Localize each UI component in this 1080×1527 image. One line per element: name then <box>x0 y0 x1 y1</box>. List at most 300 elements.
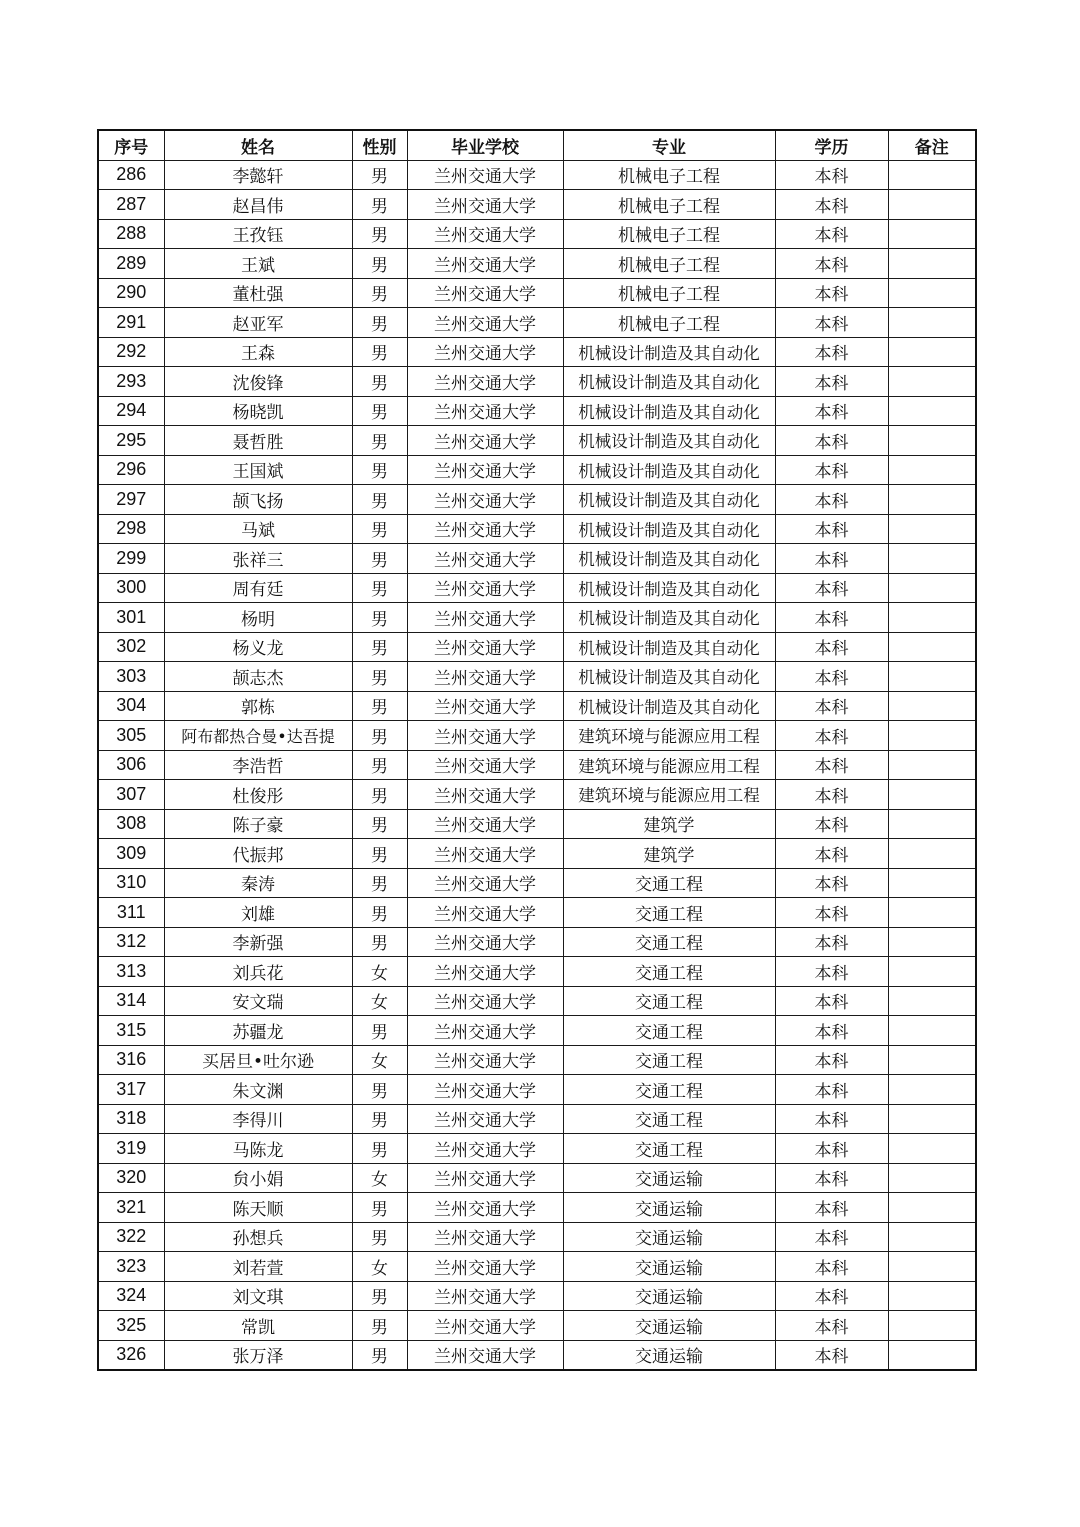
cell-school: 兰州交通大学 <box>407 278 563 308</box>
cell-major: 交通运输 <box>563 1311 775 1341</box>
table-row <box>98 1252 976 1282</box>
cell-gender: 男 <box>352 396 407 426</box>
cell-degree: 本科 <box>775 160 888 190</box>
cell-no: 312 <box>98 927 164 957</box>
table-row <box>98 1311 976 1341</box>
cell-note <box>888 809 976 839</box>
table-row <box>98 780 976 810</box>
table-row <box>98 1016 976 1046</box>
cell-gender: 男 <box>352 691 407 721</box>
cell-no: 298 <box>98 514 164 544</box>
cell-gender: 男 <box>352 809 407 839</box>
cell-no: 294 <box>98 396 164 426</box>
cell-note <box>888 396 976 426</box>
cell-gender: 男 <box>352 337 407 367</box>
cell-degree: 本科 <box>775 219 888 249</box>
cell-no: 320 <box>98 1163 164 1193</box>
cell-no: 317 <box>98 1075 164 1105</box>
cell-no: 296 <box>98 455 164 485</box>
cell-note <box>888 426 976 456</box>
cell-name: 王孜钰 <box>164 219 352 249</box>
table-row <box>98 1104 976 1134</box>
cell-degree: 本科 <box>775 249 888 279</box>
cell-degree: 本科 <box>775 544 888 574</box>
cell-name: 陈子豪 <box>164 809 352 839</box>
cell-school: 兰州交通大学 <box>407 219 563 249</box>
cell-note <box>888 1281 976 1311</box>
cell-name: 颉志杰 <box>164 662 352 692</box>
cell-school: 兰州交通大学 <box>407 839 563 869</box>
cell-note <box>888 1193 976 1223</box>
cell-name: 买居旦•吐尔逊 <box>164 1045 352 1075</box>
cell-major: 交通运输 <box>563 1193 775 1223</box>
cell-school: 兰州交通大学 <box>407 868 563 898</box>
cell-name: 杜俊彤 <box>164 780 352 810</box>
cell-note <box>888 514 976 544</box>
cell-gender: 男 <box>352 1311 407 1341</box>
cell-school: 兰州交通大学 <box>407 1281 563 1311</box>
cell-gender: 男 <box>352 839 407 869</box>
cell-no: 308 <box>98 809 164 839</box>
cell-name: 董杜强 <box>164 278 352 308</box>
cell-name: 李新强 <box>164 927 352 957</box>
cell-gender: 男 <box>352 780 407 810</box>
cell-gender: 男 <box>352 455 407 485</box>
cell-school: 兰州交通大学 <box>407 190 563 220</box>
cell-gender: 男 <box>352 1075 407 1105</box>
cell-degree: 本科 <box>775 396 888 426</box>
cell-major: 交通工程 <box>563 1134 775 1164</box>
table-row <box>98 1222 976 1252</box>
cell-school: 兰州交通大学 <box>407 1134 563 1164</box>
cell-major: 机械设计制造及其自动化 <box>563 396 775 426</box>
cell-gender: 男 <box>352 1016 407 1046</box>
cell-school: 兰州交通大学 <box>407 927 563 957</box>
table-row <box>98 1340 976 1370</box>
cell-no: 303 <box>98 662 164 692</box>
cell-no: 300 <box>98 573 164 603</box>
cell-school: 兰州交通大学 <box>407 1340 563 1370</box>
cell-note <box>888 573 976 603</box>
cell-major: 建筑环境与能源应用工程 <box>563 721 775 751</box>
cell-major: 机械电子工程 <box>563 278 775 308</box>
cell-note <box>888 485 976 515</box>
cell-no: 311 <box>98 898 164 928</box>
cell-no: 292 <box>98 337 164 367</box>
cell-name: 张祥三 <box>164 544 352 574</box>
cell-name: 颉飞扬 <box>164 485 352 515</box>
table-row <box>98 426 976 456</box>
header-gender: 性别 <box>352 130 407 160</box>
cell-name: 李浩哲 <box>164 750 352 780</box>
cell-degree: 本科 <box>775 927 888 957</box>
cell-major: 机械设计制造及其自动化 <box>563 426 775 456</box>
header-note: 备注 <box>888 130 976 160</box>
cell-gender: 女 <box>352 1045 407 1075</box>
table-header <box>98 130 976 160</box>
cell-major: 机械设计制造及其自动化 <box>563 337 775 367</box>
cell-major: 交通运输 <box>563 1252 775 1282</box>
cell-major: 机械电子工程 <box>563 249 775 279</box>
cell-school: 兰州交通大学 <box>407 1163 563 1193</box>
cell-school: 兰州交通大学 <box>407 249 563 279</box>
table-row <box>98 662 976 692</box>
cell-gender: 男 <box>352 632 407 662</box>
header-major: 专业 <box>563 130 775 160</box>
cell-degree: 本科 <box>775 514 888 544</box>
cell-name: 聂哲胜 <box>164 426 352 456</box>
cell-major: 交通运输 <box>563 1340 775 1370</box>
table-row <box>98 721 976 751</box>
cell-school: 兰州交通大学 <box>407 662 563 692</box>
cell-school: 兰州交通大学 <box>407 1045 563 1075</box>
cell-school: 兰州交通大学 <box>407 1222 563 1252</box>
cell-degree: 本科 <box>775 190 888 220</box>
cell-note <box>888 1340 976 1370</box>
cell-name: 赵昌伟 <box>164 190 352 220</box>
cell-name: 张万泽 <box>164 1340 352 1370</box>
cell-note <box>888 278 976 308</box>
cell-degree: 本科 <box>775 839 888 869</box>
table-row <box>98 219 976 249</box>
cell-gender: 男 <box>352 662 407 692</box>
cell-gender: 男 <box>352 544 407 574</box>
cell-note <box>888 780 976 810</box>
cell-degree: 本科 <box>775 868 888 898</box>
cell-name: 王斌 <box>164 249 352 279</box>
cell-school: 兰州交通大学 <box>407 1252 563 1282</box>
cell-no: 318 <box>98 1104 164 1134</box>
table-row <box>98 603 976 633</box>
cell-note <box>888 455 976 485</box>
cell-major: 建筑学 <box>563 809 775 839</box>
table-row <box>98 308 976 338</box>
cell-note <box>888 927 976 957</box>
cell-school: 兰州交通大学 <box>407 721 563 751</box>
cell-note <box>888 721 976 751</box>
cell-note <box>888 1104 976 1134</box>
cell-gender: 男 <box>352 1104 407 1134</box>
cell-major: 机械设计制造及其自动化 <box>563 603 775 633</box>
cell-major: 机械设计制造及其自动化 <box>563 485 775 515</box>
header-degree: 学历 <box>775 130 888 160</box>
cell-school: 兰州交通大学 <box>407 396 563 426</box>
cell-school: 兰州交通大学 <box>407 691 563 721</box>
cell-note <box>888 603 976 633</box>
cell-note <box>888 1075 976 1105</box>
cell-gender: 男 <box>352 1193 407 1223</box>
cell-no: 297 <box>98 485 164 515</box>
table-row <box>98 249 976 279</box>
table-row <box>98 898 976 928</box>
cell-note <box>888 160 976 190</box>
cell-no: 291 <box>98 308 164 338</box>
cell-name: 沈俊锋 <box>164 367 352 397</box>
cell-school: 兰州交通大学 <box>407 1311 563 1341</box>
table-row <box>98 1134 976 1164</box>
table-row <box>98 337 976 367</box>
cell-name: 马陈龙 <box>164 1134 352 1164</box>
cell-name: 阿布都热合曼•达吾提 <box>164 721 352 751</box>
cell-degree: 本科 <box>775 986 888 1016</box>
cell-degree: 本科 <box>775 957 888 987</box>
table-row <box>98 1075 976 1105</box>
cell-major: 交通运输 <box>563 1281 775 1311</box>
cell-major: 机械设计制造及其自动化 <box>563 632 775 662</box>
cell-name: 杨义龙 <box>164 632 352 662</box>
cell-gender: 男 <box>352 1222 407 1252</box>
table-row <box>98 1281 976 1311</box>
cell-degree: 本科 <box>775 1045 888 1075</box>
cell-note <box>888 219 976 249</box>
cell-note <box>888 190 976 220</box>
cell-no: 306 <box>98 750 164 780</box>
cell-note <box>888 1045 976 1075</box>
cell-school: 兰州交通大学 <box>407 1075 563 1105</box>
cell-name: 郭栋 <box>164 691 352 721</box>
cell-note <box>888 337 976 367</box>
cell-no: 324 <box>98 1281 164 1311</box>
header-name: 姓名 <box>164 130 352 160</box>
cell-school: 兰州交通大学 <box>407 750 563 780</box>
cell-no: 325 <box>98 1311 164 1341</box>
cell-major: 机械设计制造及其自动化 <box>563 691 775 721</box>
cell-school: 兰州交通大学 <box>407 632 563 662</box>
cell-gender: 男 <box>352 898 407 928</box>
cell-name: 杨晓凯 <box>164 396 352 426</box>
cell-name: 贠小娟 <box>164 1163 352 1193</box>
cell-gender: 女 <box>352 986 407 1016</box>
cell-note <box>888 1222 976 1252</box>
header-row <box>98 130 976 160</box>
cell-gender: 男 <box>352 927 407 957</box>
cell-degree: 本科 <box>775 691 888 721</box>
cell-gender: 男 <box>352 426 407 456</box>
cell-no: 326 <box>98 1340 164 1370</box>
cell-school: 兰州交通大学 <box>407 367 563 397</box>
cell-degree: 本科 <box>775 662 888 692</box>
cell-gender: 男 <box>352 1134 407 1164</box>
table-row <box>98 1045 976 1075</box>
cell-gender: 男 <box>352 721 407 751</box>
cell-degree: 本科 <box>775 455 888 485</box>
table-row <box>98 809 976 839</box>
header-school: 毕业学校 <box>407 130 563 160</box>
cell-school: 兰州交通大学 <box>407 809 563 839</box>
cell-name: 刘文琪 <box>164 1281 352 1311</box>
cell-major: 机械电子工程 <box>563 308 775 338</box>
cell-no: 289 <box>98 249 164 279</box>
cell-note <box>888 839 976 869</box>
cell-school: 兰州交通大学 <box>407 1193 563 1223</box>
cell-name: 孙想兵 <box>164 1222 352 1252</box>
cell-note <box>888 868 976 898</box>
cell-school: 兰州交通大学 <box>407 485 563 515</box>
cell-school: 兰州交通大学 <box>407 986 563 1016</box>
table-row <box>98 927 976 957</box>
cell-degree: 本科 <box>775 573 888 603</box>
cell-major: 机械设计制造及其自动化 <box>563 573 775 603</box>
cell-degree: 本科 <box>775 1075 888 1105</box>
cell-no: 293 <box>98 367 164 397</box>
table-row <box>98 986 976 1016</box>
cell-no: 288 <box>98 219 164 249</box>
cell-degree: 本科 <box>775 1134 888 1164</box>
cell-gender: 女 <box>352 1163 407 1193</box>
cell-degree: 本科 <box>775 780 888 810</box>
cell-school: 兰州交通大学 <box>407 780 563 810</box>
cell-school: 兰州交通大学 <box>407 455 563 485</box>
cell-note <box>888 367 976 397</box>
cell-note <box>888 632 976 662</box>
header-no: 序号 <box>98 130 164 160</box>
cell-name: 刘若萱 <box>164 1252 352 1282</box>
cell-degree: 本科 <box>775 1016 888 1046</box>
cell-name: 周有廷 <box>164 573 352 603</box>
cell-school: 兰州交通大学 <box>407 898 563 928</box>
cell-no: 290 <box>98 278 164 308</box>
cell-degree: 本科 <box>775 1252 888 1282</box>
cell-note <box>888 662 976 692</box>
cell-gender: 男 <box>352 750 407 780</box>
cell-degree: 本科 <box>775 426 888 456</box>
cell-degree: 本科 <box>775 1340 888 1370</box>
cell-degree: 本科 <box>775 308 888 338</box>
cell-note <box>888 308 976 338</box>
table-row <box>98 1193 976 1223</box>
cell-name: 刘雄 <box>164 898 352 928</box>
table-row <box>98 750 976 780</box>
cell-degree: 本科 <box>775 603 888 633</box>
cell-gender: 女 <box>352 957 407 987</box>
cell-major: 机械设计制造及其自动化 <box>563 455 775 485</box>
cell-name: 苏疆龙 <box>164 1016 352 1046</box>
cell-gender: 男 <box>352 190 407 220</box>
cell-note <box>888 898 976 928</box>
cell-major: 机械设计制造及其自动化 <box>563 514 775 544</box>
cell-degree: 本科 <box>775 1222 888 1252</box>
cell-gender: 男 <box>352 160 407 190</box>
cell-no: 313 <box>98 957 164 987</box>
cell-gender: 男 <box>352 308 407 338</box>
cell-gender: 男 <box>352 249 407 279</box>
cell-no: 323 <box>98 1252 164 1282</box>
cell-no: 316 <box>98 1045 164 1075</box>
cell-major: 机械电子工程 <box>563 190 775 220</box>
cell-school: 兰州交通大学 <box>407 544 563 574</box>
cell-note <box>888 691 976 721</box>
cell-major: 交通工程 <box>563 868 775 898</box>
cell-major: 建筑环境与能源应用工程 <box>563 780 775 810</box>
cell-name: 常凯 <box>164 1311 352 1341</box>
cell-degree: 本科 <box>775 750 888 780</box>
cell-no: 322 <box>98 1222 164 1252</box>
cell-gender: 男 <box>352 278 407 308</box>
cell-degree: 本科 <box>775 1163 888 1193</box>
cell-school: 兰州交通大学 <box>407 514 563 544</box>
table-row <box>98 160 976 190</box>
cell-no: 315 <box>98 1016 164 1046</box>
cell-school: 兰州交通大学 <box>407 1016 563 1046</box>
cell-no: 305 <box>98 721 164 751</box>
cell-name: 安文瑞 <box>164 986 352 1016</box>
cell-degree: 本科 <box>775 337 888 367</box>
cell-major: 交通运输 <box>563 1222 775 1252</box>
cell-no: 310 <box>98 868 164 898</box>
cell-major: 机械电子工程 <box>563 160 775 190</box>
cell-degree: 本科 <box>775 898 888 928</box>
cell-gender: 男 <box>352 485 407 515</box>
cell-no: 321 <box>98 1193 164 1223</box>
table-row <box>98 278 976 308</box>
cell-degree: 本科 <box>775 632 888 662</box>
cell-no: 307 <box>98 780 164 810</box>
cell-name: 王森 <box>164 337 352 367</box>
cell-school: 兰州交通大学 <box>407 308 563 338</box>
cell-gender: 男 <box>352 514 407 544</box>
cell-school: 兰州交通大学 <box>407 337 563 367</box>
table-row <box>98 455 976 485</box>
cell-no: 301 <box>98 603 164 633</box>
cell-major: 交通工程 <box>563 957 775 987</box>
cell-name: 杨明 <box>164 603 352 633</box>
cell-no: 302 <box>98 632 164 662</box>
cell-name: 代振邦 <box>164 839 352 869</box>
cell-major: 交通工程 <box>563 1104 775 1134</box>
cell-name: 李懿轩 <box>164 160 352 190</box>
cell-gender: 男 <box>352 573 407 603</box>
cell-gender: 男 <box>352 868 407 898</box>
cell-school: 兰州交通大学 <box>407 603 563 633</box>
cell-note <box>888 1163 976 1193</box>
cell-note <box>888 1311 976 1341</box>
cell-major: 机械电子工程 <box>563 219 775 249</box>
cell-note <box>888 986 976 1016</box>
cell-school: 兰州交通大学 <box>407 573 563 603</box>
table-row <box>98 632 976 662</box>
table-row <box>98 1163 976 1193</box>
cell-gender: 女 <box>352 1252 407 1282</box>
table-row <box>98 573 976 603</box>
cell-name: 马斌 <box>164 514 352 544</box>
cell-name: 王国斌 <box>164 455 352 485</box>
table-row <box>98 691 976 721</box>
cell-gender: 男 <box>352 1340 407 1370</box>
cell-school: 兰州交通大学 <box>407 160 563 190</box>
cell-no: 319 <box>98 1134 164 1164</box>
table-row <box>98 190 976 220</box>
cell-degree: 本科 <box>775 1193 888 1223</box>
cell-note <box>888 750 976 780</box>
table-row <box>98 957 976 987</box>
cell-degree: 本科 <box>775 485 888 515</box>
cell-no: 314 <box>98 986 164 1016</box>
table-row <box>98 868 976 898</box>
table-row <box>98 544 976 574</box>
cell-name: 赵亚军 <box>164 308 352 338</box>
cell-degree: 本科 <box>775 1104 888 1134</box>
cell-major: 交通工程 <box>563 1045 775 1075</box>
cell-school: 兰州交通大学 <box>407 1104 563 1134</box>
cell-major: 交通工程 <box>563 927 775 957</box>
table-body <box>98 160 976 1370</box>
cell-degree: 本科 <box>775 1281 888 1311</box>
cell-gender: 男 <box>352 219 407 249</box>
cell-name: 刘兵花 <box>164 957 352 987</box>
cell-major: 交通运输 <box>563 1163 775 1193</box>
cell-gender: 男 <box>352 1281 407 1311</box>
cell-major: 建筑学 <box>563 839 775 869</box>
